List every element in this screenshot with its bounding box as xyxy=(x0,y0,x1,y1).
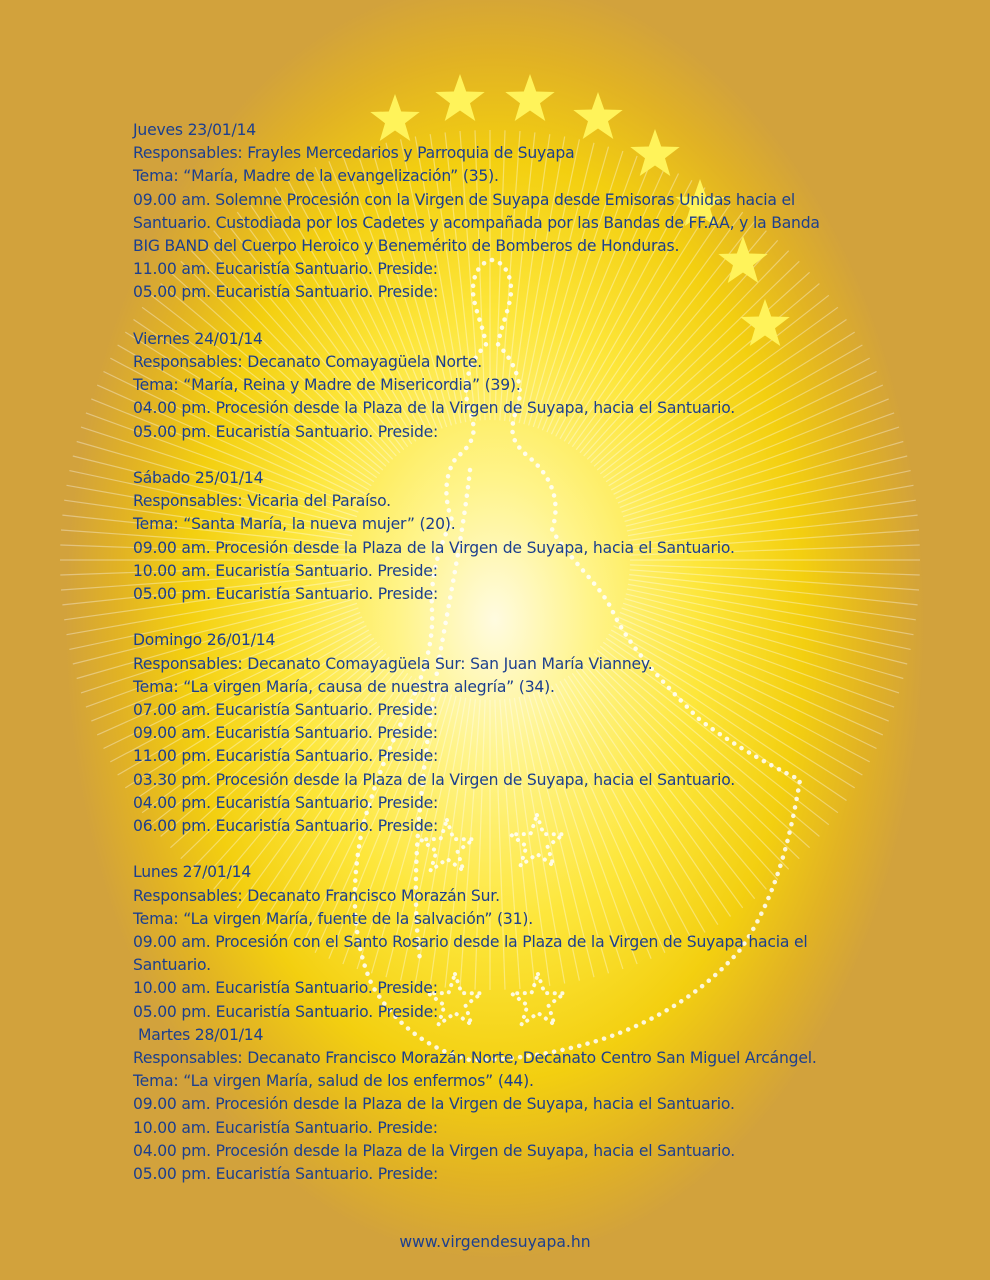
schedule-line: 03.30 pm. Procesión desde la Plaza de la Virgen de Suyapa, hacia el Santuario. xyxy=(133,770,736,789)
schedule-line: 09.00 am. Procesión desde la Plaza de la Virgen de Suyapa, hacia el Santuario. xyxy=(133,538,735,557)
day-block-martes xyxy=(133,1024,873,1186)
schedule-line: 04.00 pm. Eucaristía Santuario. Preside: xyxy=(133,793,439,812)
spacer xyxy=(133,838,873,861)
schedule-line: 04.00 pm. Procesión desde la Plaza de la Virgen de Suyapa, hacia el Santuario. xyxy=(133,399,736,418)
tema-line: Tema: “La virgen María, fuente de la salvación” (31). xyxy=(133,909,533,928)
day-block-viernes xyxy=(133,328,873,444)
schedule-line: BIG BAND del Cuerpo Heroico y Benemérito de Bomberos de Honduras. xyxy=(133,237,680,256)
responsables-line: Responsables: Frayles Mercedarios y Parroquia de Suyapa xyxy=(133,144,575,163)
schedule-line: Santuario. Custodiada por los Cadetes y acompañada por las Bandas de FF.AA, y la Banda xyxy=(133,213,820,232)
schedule-line: 09.00 am. Solemne Procesión con la Virgen de Suyapa desde Emisoras Unidas hacia el xyxy=(133,190,796,209)
day-heading: Domingo 26/01/14 xyxy=(133,631,276,650)
schedule-line: 05.00 pm. Eucaristía Santuario. Preside: xyxy=(133,1165,439,1184)
day-block-sabado xyxy=(133,467,873,606)
schedule-line: 04.00 pm. Procesión desde la Plaza de la Virgen de Suyapa, hacia el Santuario. xyxy=(133,1141,736,1160)
website-link[interactable]: www.virgendesuyapa.hn xyxy=(399,1233,591,1251)
schedule-line: 06.00 pm. Eucaristía Santuario. Preside: xyxy=(133,817,439,836)
schedule-line: 05.00 pm. Eucaristía Santuario. Preside: xyxy=(133,1002,439,1021)
schedule-line: 10.00 am. Eucaristía Santuario. Preside: xyxy=(133,979,438,998)
responsables-line: Responsables: Decanato Francisco Morazán Norte, Decanato Centro San Miguel Arcángel. xyxy=(133,1049,817,1068)
day-heading: Lunes 27/01/14 xyxy=(133,863,252,882)
day-block-lunes xyxy=(133,861,873,1023)
spacer xyxy=(133,606,873,629)
schedule-line: 05.00 pm. Eucaristía Santuario. Preside: xyxy=(133,422,439,441)
schedule-line: 05.00 pm. Eucaristía Santuario. Preside: xyxy=(133,283,439,302)
tema-line: Tema: “La virgen María, causa de nuestra alegría” (34). xyxy=(133,677,555,696)
tema-line: Tema: “María, Madre de la evangelización” (35). xyxy=(133,167,499,186)
schedule-line: 11.00 pm. Eucaristía Santuario. Preside: xyxy=(133,747,439,766)
schedule-line: 09.00 am. Procesión con el Santo Rosario desde la Plaza de la Virgen de Suyapa hacia el xyxy=(133,933,808,952)
star-icon xyxy=(435,74,484,121)
tema-line: Tema: “María, Reina y Madre de Misericordia” (39). xyxy=(133,376,521,395)
day-block-domingo xyxy=(133,629,873,838)
day-heading: Martes 28/01/14 xyxy=(138,1025,264,1044)
schedule-line: 05.00 pm. Eucaristía Santuario. Preside: xyxy=(133,585,439,604)
star-icon xyxy=(505,74,554,121)
day-heading: Sábado 25/01/14 xyxy=(133,469,264,488)
schedule-line: 09.00 am. Procesión desde la Plaza de la Virgen de Suyapa, hacia el Santuario. xyxy=(133,1095,735,1114)
responsables-line: Responsables: Decanato Comayagüela Norte. xyxy=(133,353,483,372)
tema-line: Tema: “La virgen María, salud de los enfermos” (44). xyxy=(133,1072,534,1091)
schedule-line: Santuario. xyxy=(133,956,211,975)
spacer xyxy=(133,305,873,328)
schedule-line: 10.00 am. Eucaristía Santuario. Preside: xyxy=(133,561,438,580)
day-heading: Jueves 23/01/14 xyxy=(133,121,257,139)
responsables-line: Responsables: Decanato Comayagüela Sur: San Juan María Vianney. xyxy=(133,654,653,673)
day-block-jueves xyxy=(133,119,873,305)
schedule-line: 11.00 am. Eucaristía Santuario. Preside: xyxy=(133,260,438,279)
responsables-line: Responsables: Decanato Francisco Morazán Sur. xyxy=(133,886,500,905)
spacer xyxy=(133,444,873,467)
day-heading: Viernes 24/01/14 xyxy=(133,329,263,348)
schedule-line: 07.00 am. Eucaristía Santuario. Preside: xyxy=(133,701,438,720)
schedule-line: 10.00 am. Eucaristía Santuario. Preside: xyxy=(133,1118,438,1137)
schedule-line: 09.00 am. Eucaristía Santuario. Preside: xyxy=(133,724,438,743)
responsables-line: Responsables: Vicaria del Paraíso. xyxy=(133,492,391,511)
tema-line: Tema: “Santa María, la nueva mujer” (20). xyxy=(133,515,456,534)
novena-schedule xyxy=(133,119,873,1186)
